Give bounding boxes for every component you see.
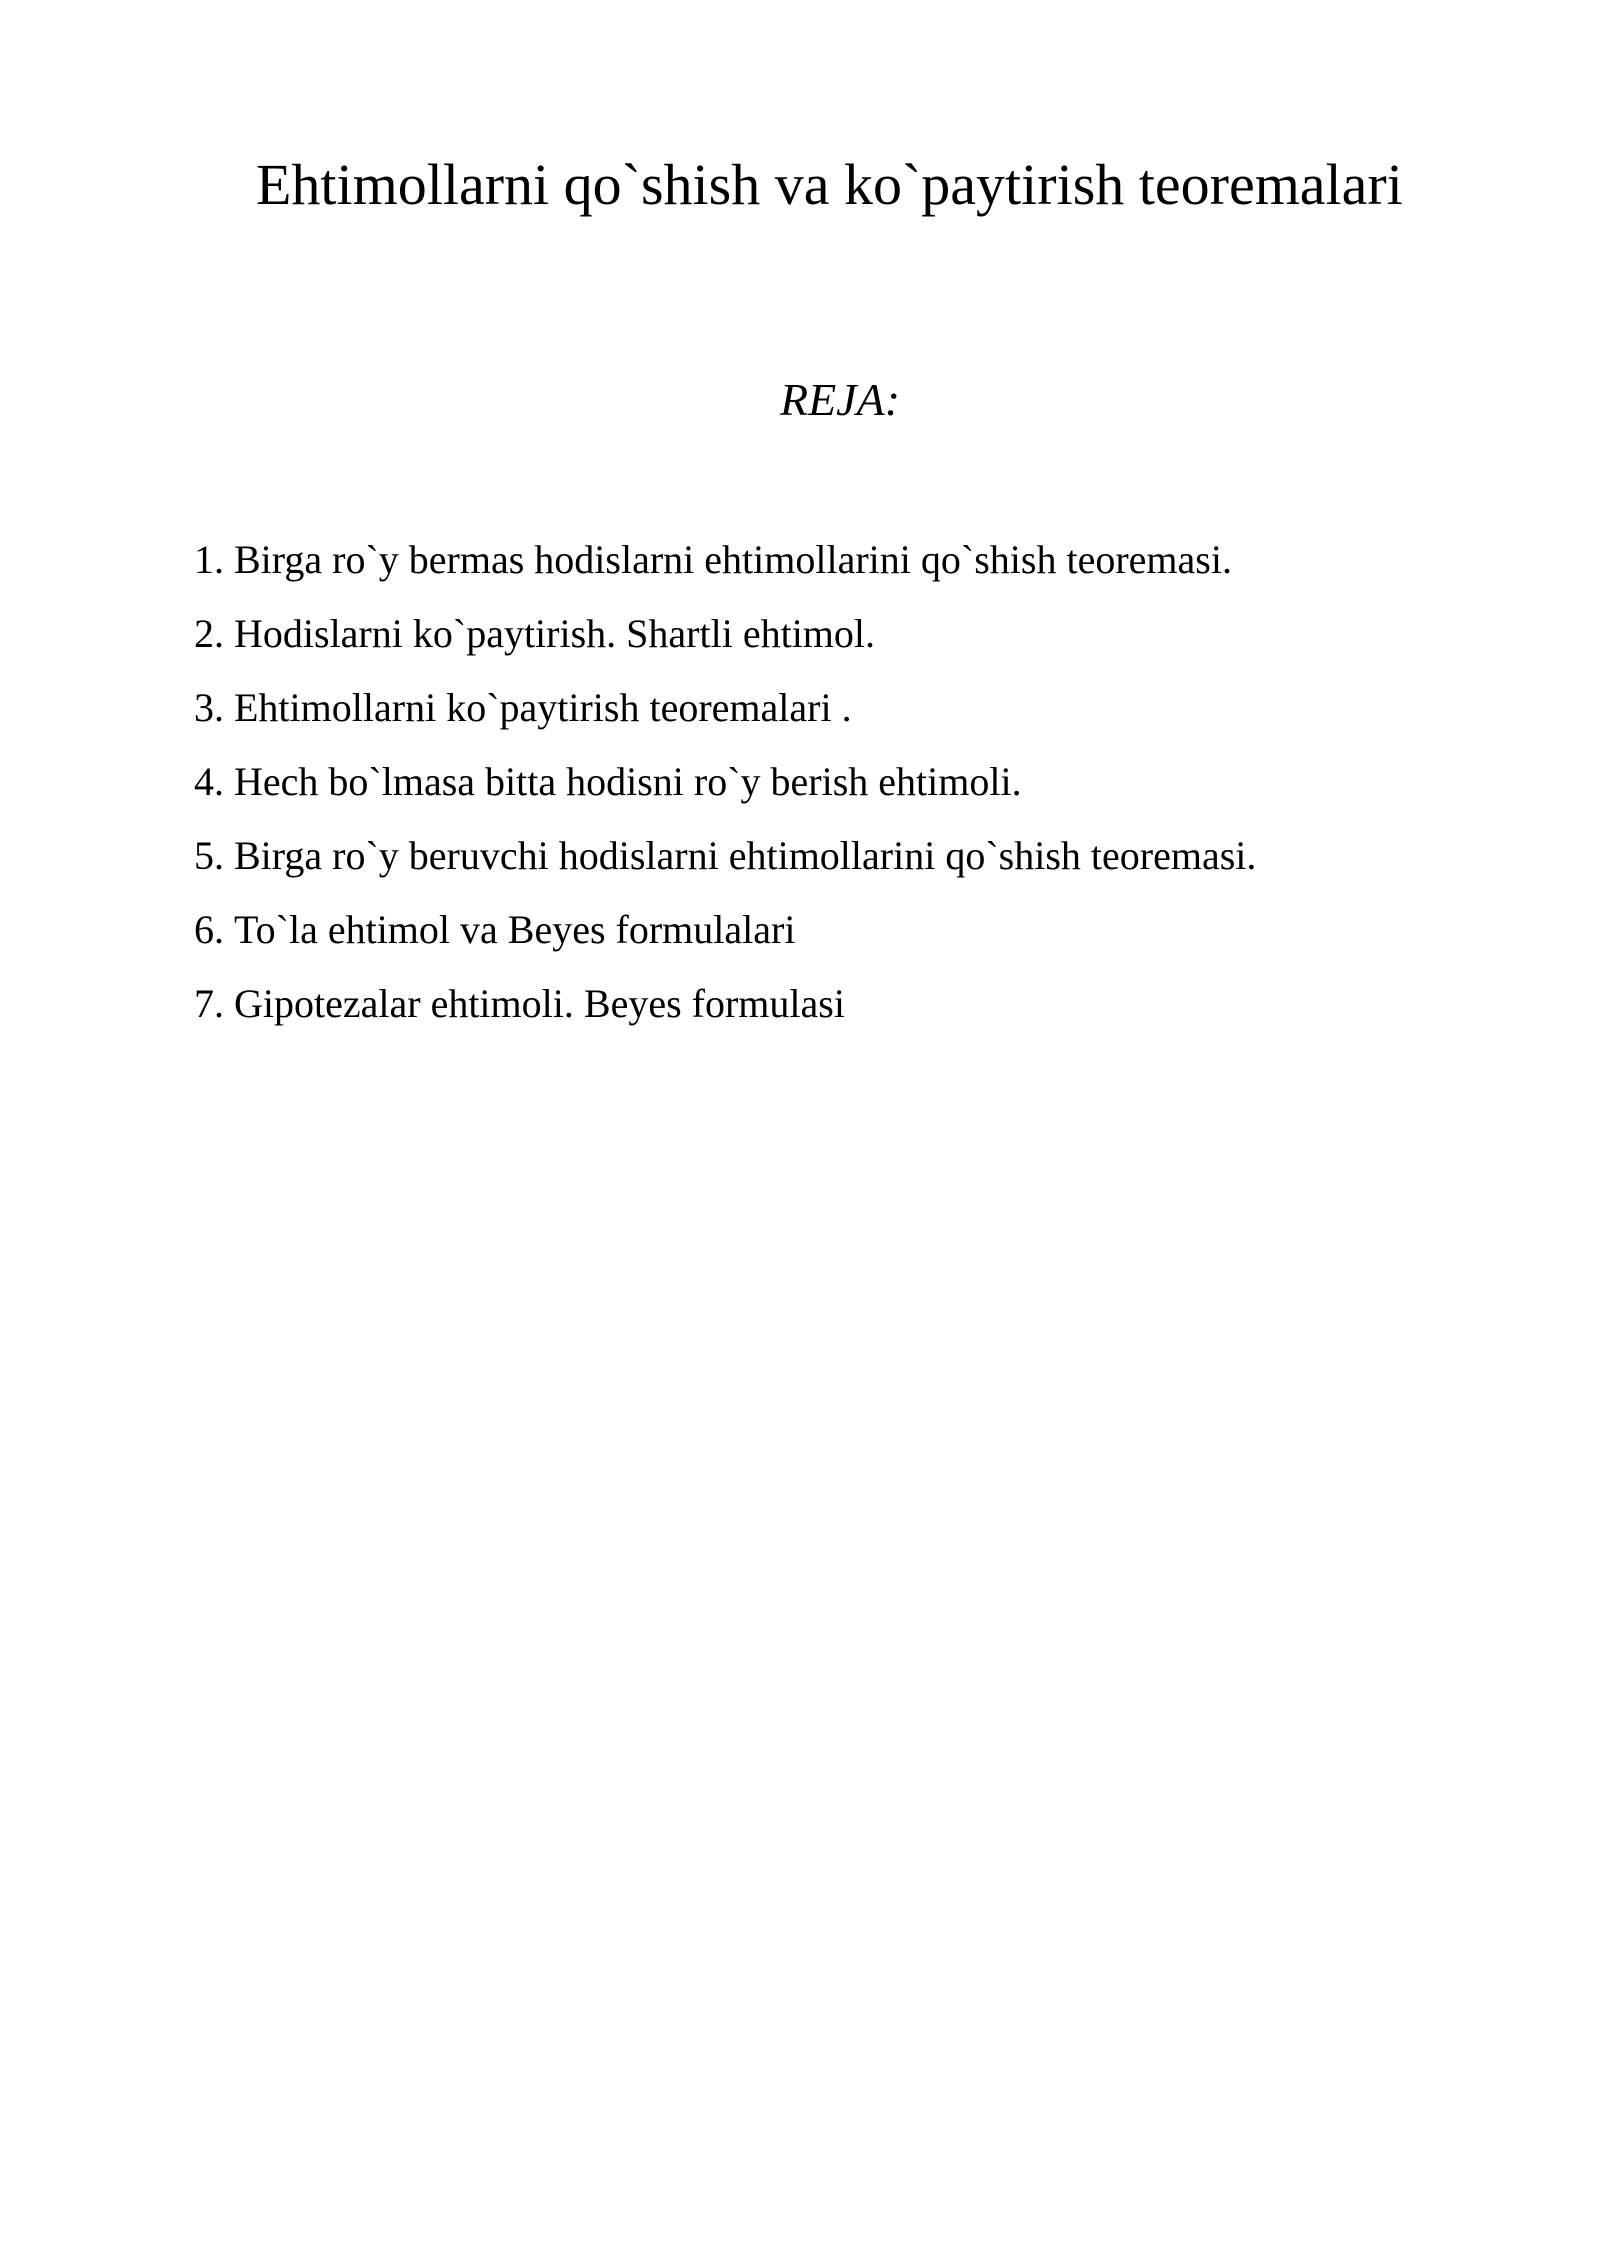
list-item-text: Birga ro`y bermas hodislarni ehtimollarini qo`shish teoremasi. [234, 537, 1232, 582]
plan-heading: REJA: [779, 374, 901, 425]
list-item [194, 758, 1256, 832]
list-item-number: 5. [194, 833, 224, 878]
list-item [194, 610, 1256, 684]
list-item-text: Hodislarni ko`paytirish. Shartli ehtimol. [234, 611, 876, 656]
list-item-text: To`la ehtimol va Beyes formulalari [234, 907, 796, 952]
list-item-text: Hech bo`lmasa bitta hodisni ro`y berish ehtimoli. [234, 759, 1022, 804]
list-item-text: Birga ro`y beruvchi hodislarni ehtimollarini qo`shish teoremasi. [234, 833, 1257, 878]
list-item-text: Ehtimollarni ko`paytirish teoremalari . [234, 685, 852, 730]
list-item-number: 3. [194, 685, 224, 730]
list-item-number: 6. [194, 907, 224, 952]
list-item-number: 7. [194, 981, 224, 1026]
page-title: Ehtimollarni qo`shish va ko`paytirish teoremalari [256, 152, 1403, 217]
list-item-number: 1. [194, 537, 224, 582]
list-item [194, 536, 1256, 610]
list-item-number: 2. [194, 611, 224, 656]
list-item [194, 684, 1256, 758]
list-item [194, 906, 1256, 980]
list-item-number: 4. [194, 759, 224, 804]
list-item-text: Gipotezalar ehtimoli. Beyes formulasi [234, 981, 845, 1026]
plan-list [194, 536, 1256, 1054]
list-item [194, 980, 1256, 1054]
list-item [194, 832, 1256, 906]
